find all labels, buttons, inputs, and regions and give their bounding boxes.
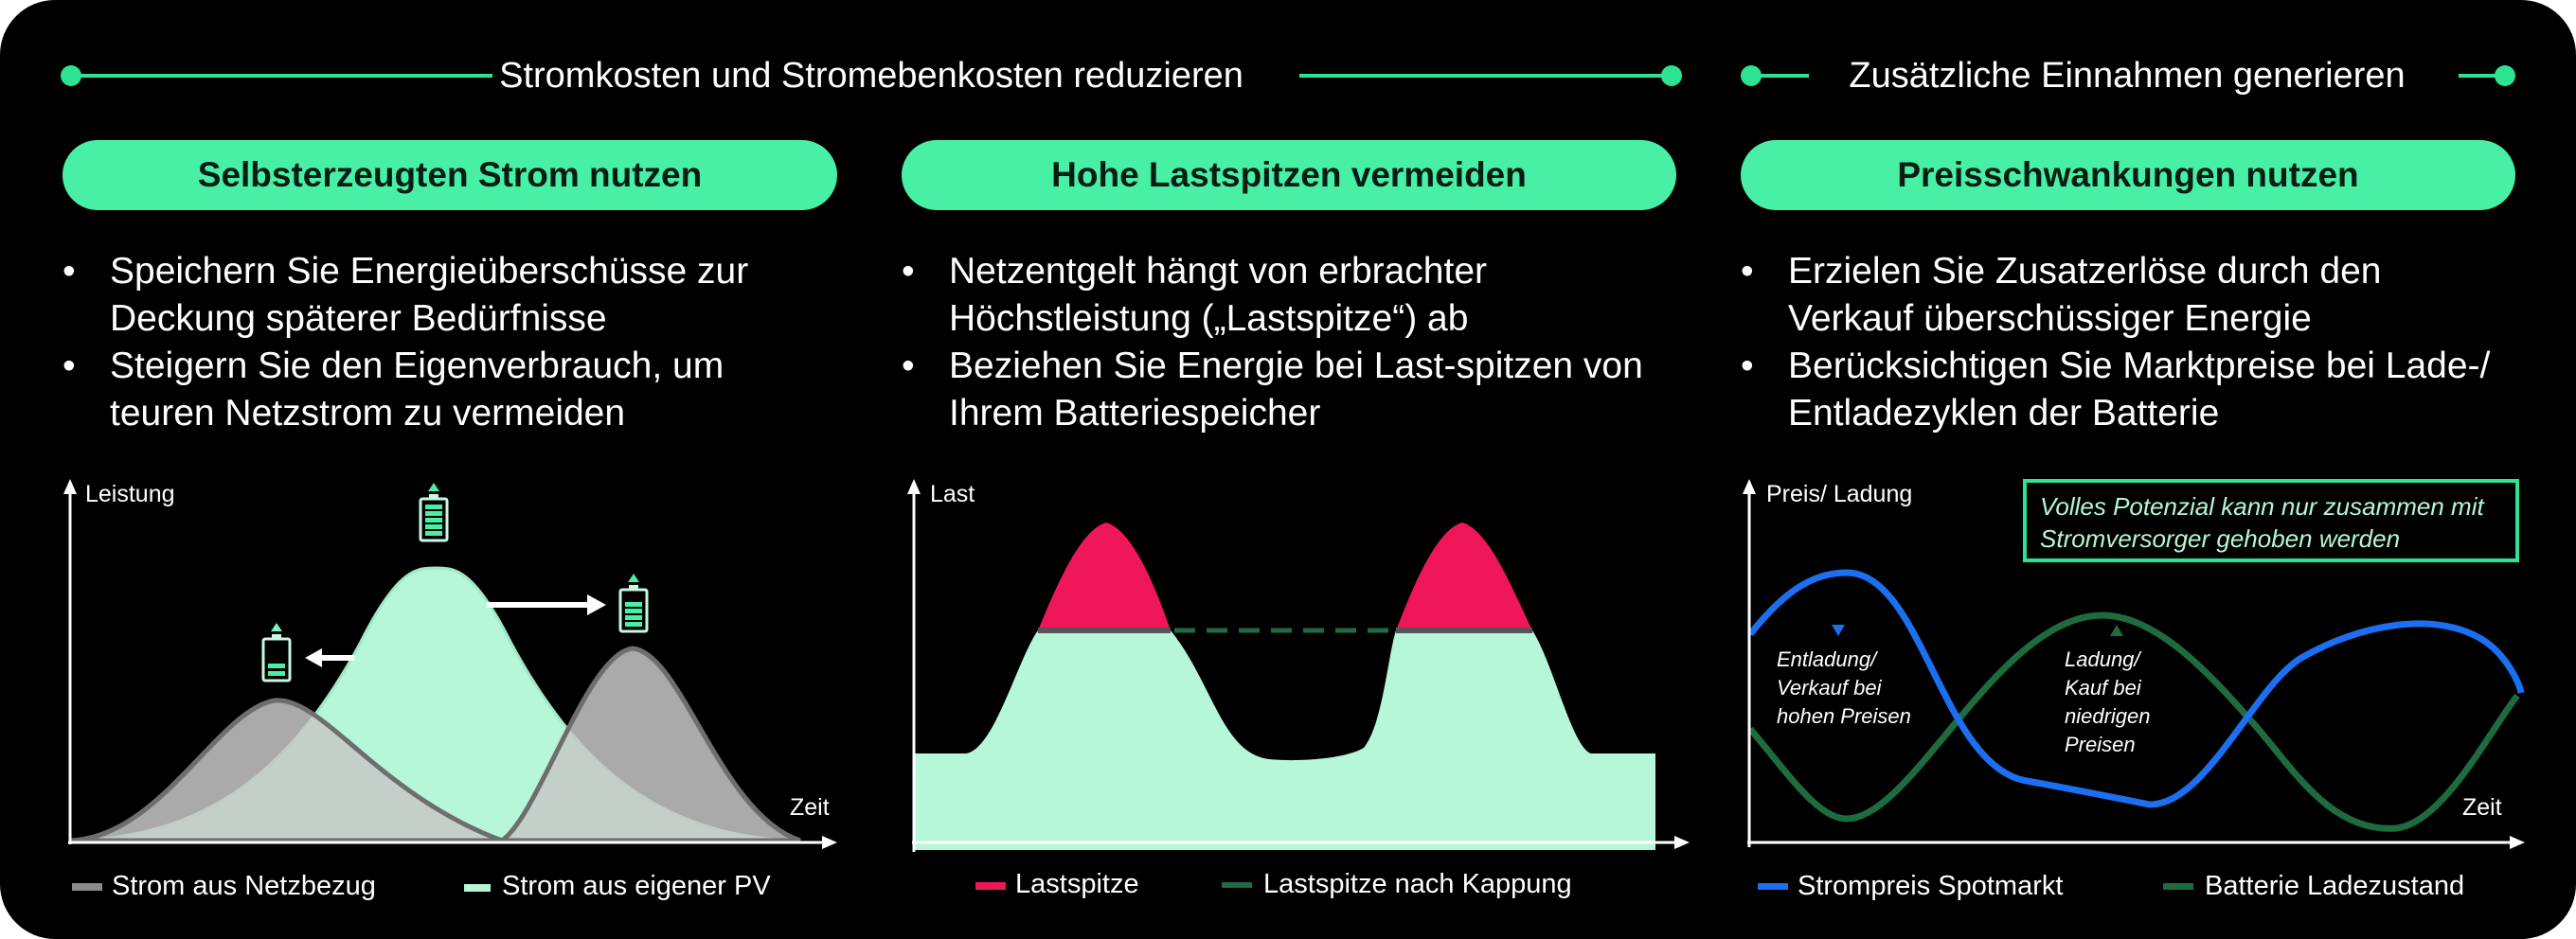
pill-own-power: Selbsterzeugten Strom nutzen	[63, 140, 837, 210]
peak-area-left	[1038, 523, 1171, 630]
bullet-item: • Beziehen Sie Energie bei Last-spitzen von Ihrem Batteriespeicher	[902, 343, 1659, 437]
y-axis-label: Leistung	[85, 481, 175, 507]
header-line	[1752, 74, 1809, 78]
x-axis-label: Zeit	[790, 794, 830, 821]
x-axis-arrow	[822, 836, 837, 849]
y-axis-label: Preis/ Ladung	[1766, 481, 1913, 507]
note-text: Stromversorger gehoben werden	[2040, 524, 2401, 553]
diagram-price-arbitrage	[1705, 454, 2557, 928]
legend-swatch-pv	[464, 884, 491, 892]
bullets-own-power	[63, 248, 820, 437]
y-axis-arrow	[63, 479, 77, 494]
x-axis-arrow	[2510, 836, 2525, 849]
header-line	[72, 74, 492, 78]
y-axis-label: Last	[930, 481, 975, 507]
section-title-income: Zusätzliche Einnahmen generieren	[1849, 56, 2406, 96]
bullets-price-arbitrage	[1741, 248, 2498, 437]
legend-peak-label: Lastspitze	[1015, 869, 1139, 899]
legend-battery-label: Batterie Ladezustand	[2205, 871, 2465, 901]
annotation-line: Kauf bei	[2065, 676, 2141, 700]
battery-icon	[620, 574, 647, 631]
annotation-line: hohen Preisen	[1777, 704, 1911, 728]
header-dot-right	[1661, 65, 1682, 86]
y-axis-arrow	[907, 479, 921, 494]
diagram-own-power	[0, 454, 852, 928]
pill-price-arbitrage: Preisschwankungen nutzen	[1741, 140, 2515, 210]
annotation-charge	[2065, 647, 2151, 756]
annotation-line: Preisen	[2065, 733, 2136, 756]
legend-price-label: Strompreis Spotmarkt	[1798, 871, 2064, 901]
section-header-costs	[61, 53, 1682, 98]
section-header-income	[1741, 53, 2517, 98]
legend-cap-label: Lastspitze nach Kappung	[1263, 869, 1572, 899]
pill-peak-shaving: Hohe Lastspitzen vermeiden	[902, 140, 1676, 210]
bullet-item: • Netzentgelt hängt von erbrachter Höchstleistung („Lastspitze“) ab	[902, 248, 1659, 343]
discharge-marker	[1832, 625, 1845, 636]
x-axis-label: Zeit	[2462, 794, 2502, 821]
legend-swatch-peak	[975, 882, 1006, 890]
load-area	[915, 630, 1655, 850]
bullet-item: • Erzielen Sie Zusatzerlöse durch den Verkauf überschüssiger Energie	[1741, 248, 2498, 343]
annotation-line: Ladung/	[2065, 647, 2140, 671]
legend-grid-label: Strom aus Netzbezug	[112, 871, 376, 901]
bullet-item: • Berücksichtigen Sie Marktpreise bei Lade-/ Entladezyklen der Batterie	[1741, 343, 2498, 437]
peak-area-right	[1396, 523, 1532, 630]
bullets-peak-shaving	[902, 248, 1659, 437]
legend-swatch-battery	[2163, 883, 2193, 890]
battery-icon	[420, 483, 447, 540]
header-line	[1299, 74, 1674, 78]
bullet-item: • Speichern Sie Energieüberschüsse zur Deckung späterer Bedürfnisse	[63, 248, 820, 343]
legend-swatch-cap	[1222, 882, 1252, 888]
annotation-line: Entladung/	[1777, 647, 1877, 671]
legend-pv-label: Strom aus eigener PV	[502, 871, 771, 901]
annotation-discharge	[1777, 647, 1911, 728]
x-axis-arrow	[1674, 836, 1690, 849]
annotation-line: Verkauf bei	[1777, 676, 1882, 700]
note-text: Volles Potenzial kann nur zusammen mit	[2040, 492, 2484, 521]
legend-swatch-grid	[72, 883, 102, 891]
diagram-peak-shaving	[852, 454, 1705, 928]
bullet-item: • Steigern Sie den Eigenverbrauch, um teuren Netzstrom zu vermeiden	[63, 343, 820, 437]
legend-swatch-price	[1758, 883, 1788, 890]
shift-arrowhead-left	[305, 648, 322, 667]
battery-icon	[263, 623, 290, 681]
annotation-line: niedrigen	[2065, 704, 2151, 728]
y-axis-arrow	[1743, 479, 1756, 494]
header-dot-right	[2495, 65, 2515, 86]
section-title-costs: Stromkosten und Stromebenkosten reduzieren	[499, 56, 1243, 96]
shift-arrowhead-right	[587, 594, 606, 615]
charge-marker	[2110, 625, 2123, 636]
